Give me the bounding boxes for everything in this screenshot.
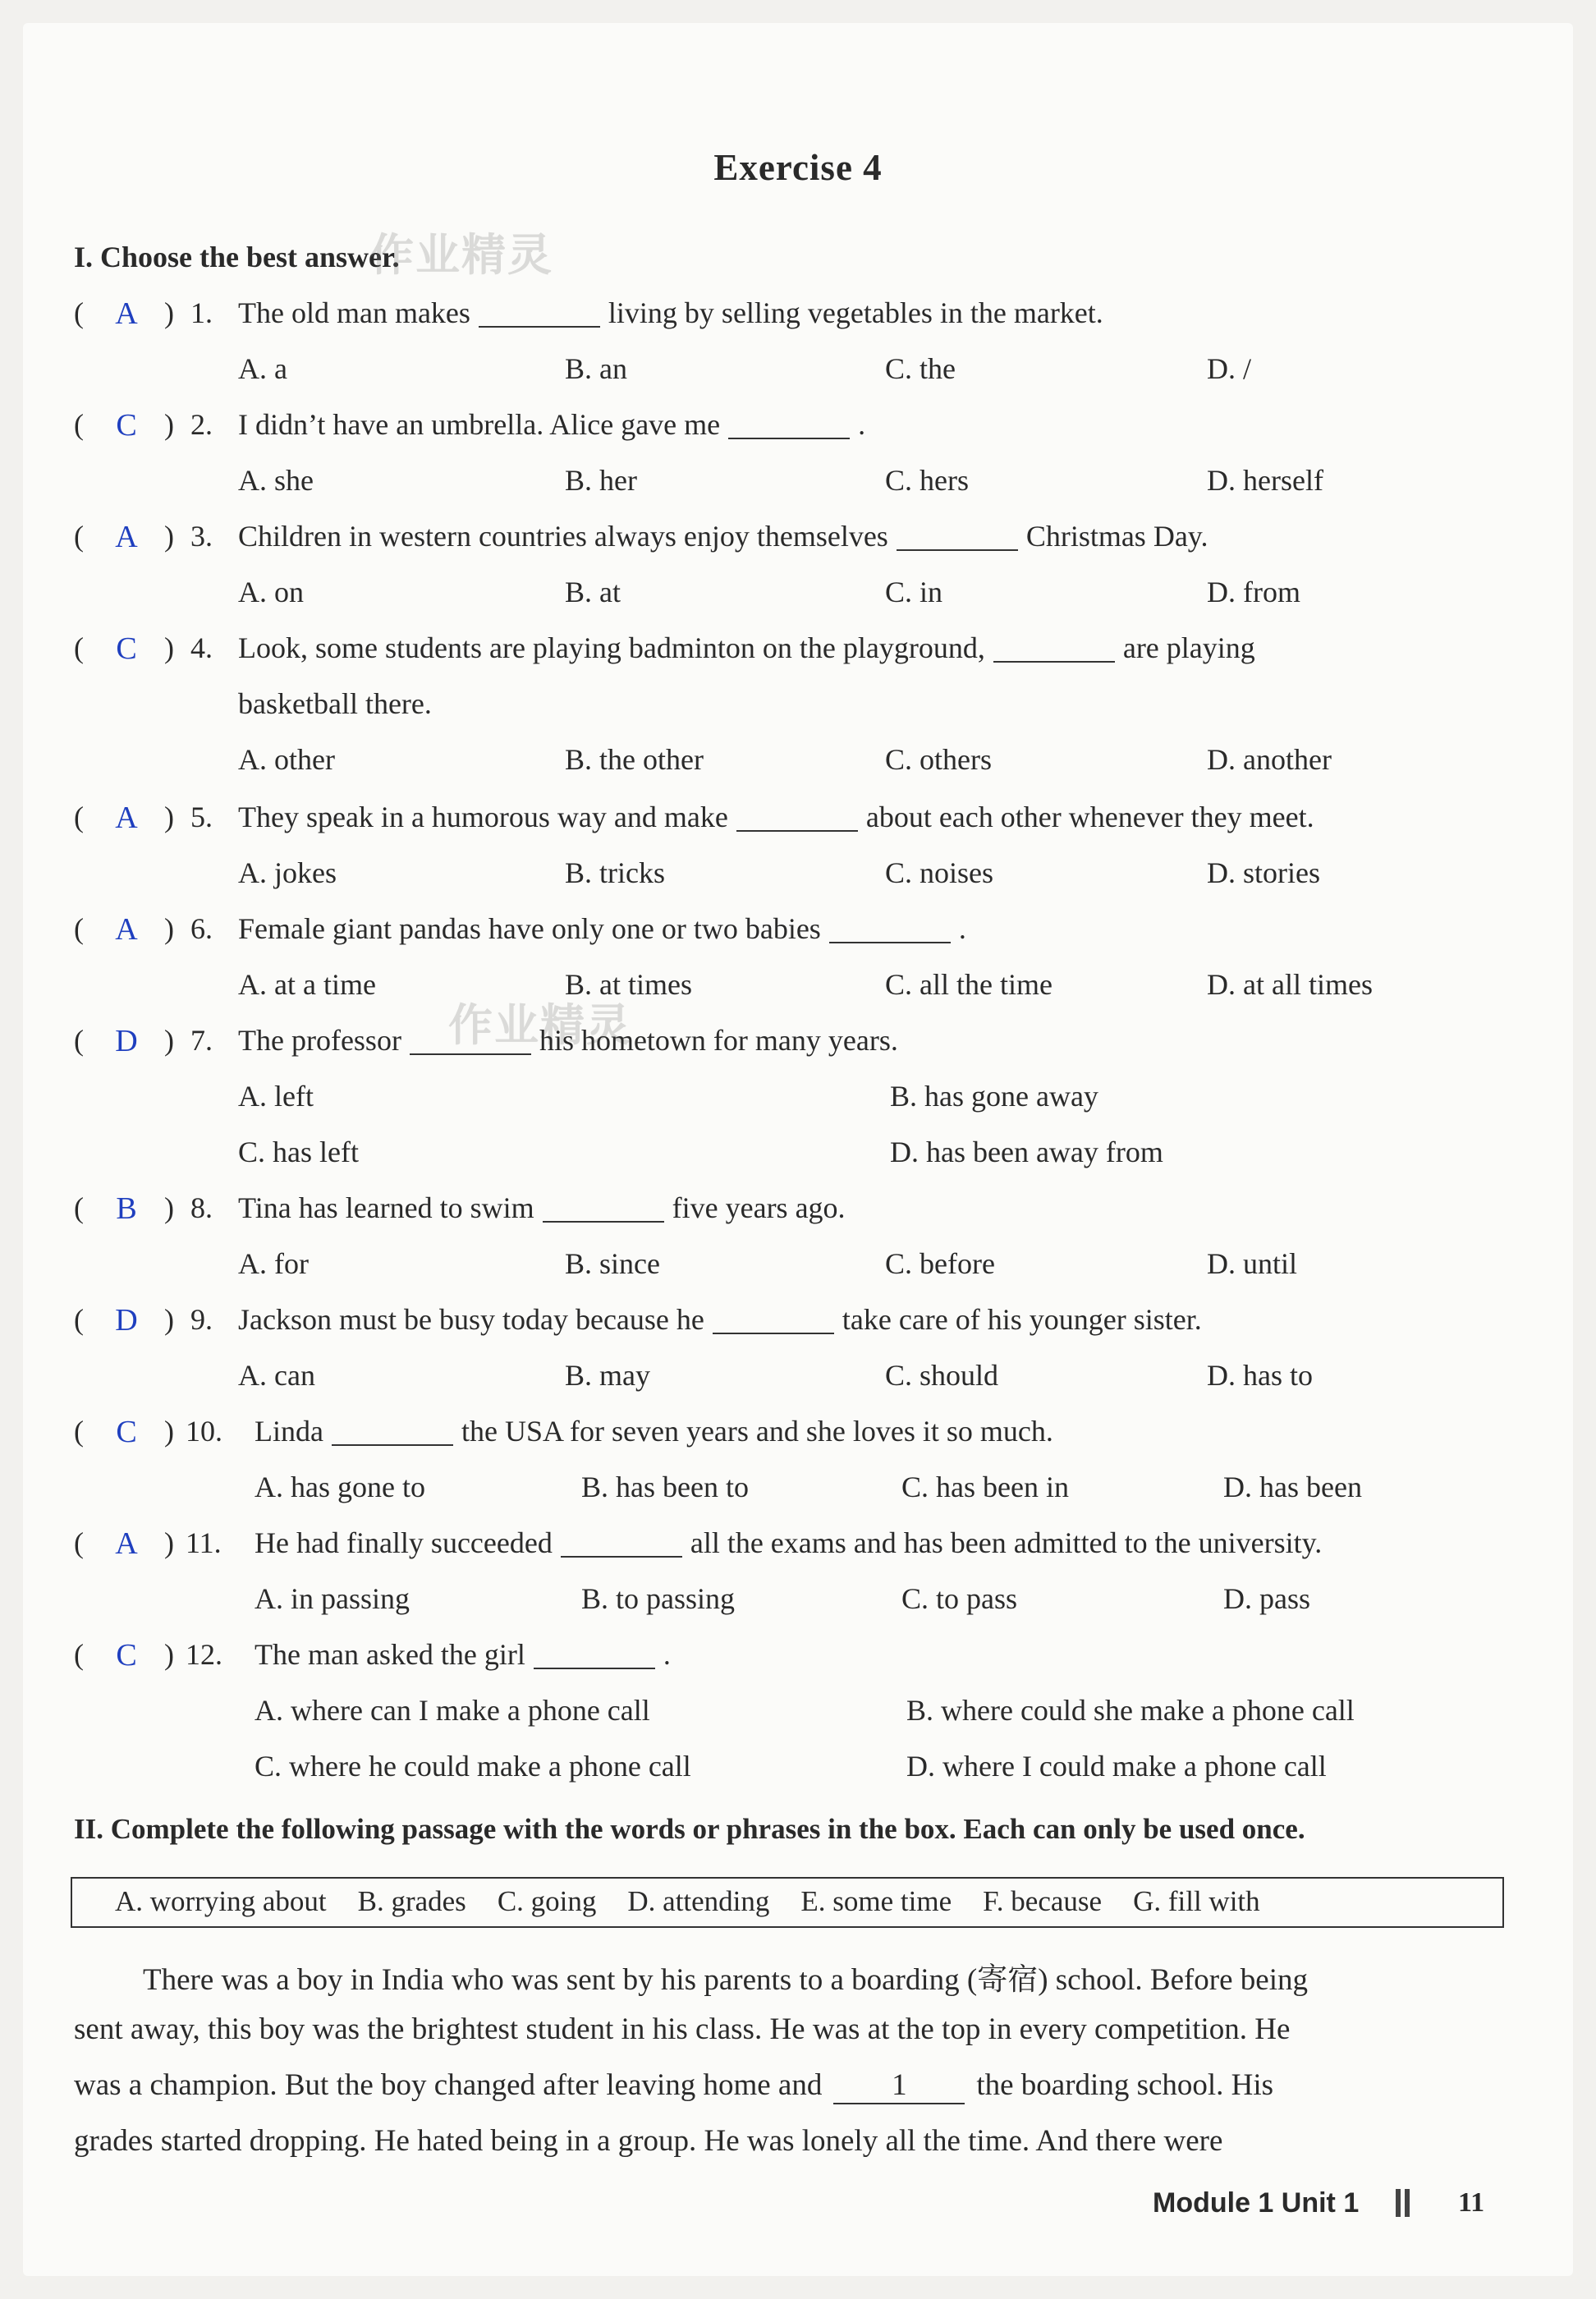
option-d: D. another bbox=[1207, 743, 1332, 776]
answer-paren-close: ) bbox=[164, 1638, 174, 1671]
question-stem bbox=[255, 1637, 671, 1672]
word-box bbox=[71, 1877, 1504, 1928]
question-1 bbox=[0, 296, 1596, 335]
option-a: A. at a time bbox=[238, 968, 376, 1001]
answer-blank bbox=[561, 1526, 682, 1558]
question-stem bbox=[238, 911, 966, 946]
question-number: 10. bbox=[186, 1415, 222, 1448]
option-c: C. to pass bbox=[901, 1582, 1018, 1615]
option-a: A. jokes bbox=[238, 856, 337, 889]
answer-paren-close: ) bbox=[164, 912, 174, 945]
passage-line-3a: was a champion. But the boy changed after leaving home and bbox=[74, 2068, 823, 2102]
answer-paren-close: ) bbox=[164, 1191, 174, 1224]
answer-paren-close: ) bbox=[164, 1303, 174, 1336]
option-b: B. at times bbox=[565, 968, 692, 1001]
question-stem-b: Christmas Day. bbox=[1025, 520, 1208, 553]
option-d: D. stories bbox=[1207, 856, 1320, 889]
answer-mark: C bbox=[116, 1638, 137, 1673]
answer-mark: B bbox=[116, 1191, 137, 1226]
answer-paren-open: ( bbox=[74, 408, 84, 441]
answer-mark: A bbox=[115, 296, 138, 331]
option-c: C. where he could make a phone call bbox=[255, 1750, 691, 1783]
question-stem-a: The old man makes bbox=[238, 296, 470, 329]
option-b: B. where could she make a phone call bbox=[906, 1694, 1355, 1727]
passage-line-3b: the boarding school. His bbox=[976, 2068, 1274, 2102]
question-7 bbox=[0, 1023, 1596, 1062]
question-stem-a: Tina has learned to swim bbox=[238, 1191, 534, 1224]
option-c: C. should bbox=[885, 1359, 999, 1392]
answer-paren-close: ) bbox=[164, 1024, 174, 1057]
question-stem-b: . bbox=[663, 1638, 671, 1671]
word-option-f: F. because bbox=[983, 1885, 1103, 1917]
word-option-a: A. worrying about bbox=[115, 1885, 327, 1917]
question-stem-b: five years ago. bbox=[672, 1191, 846, 1224]
question-stem bbox=[238, 1023, 898, 1058]
question-stem bbox=[238, 519, 1208, 553]
option-b: B. her bbox=[565, 464, 637, 497]
answer-paren-close: ) bbox=[164, 801, 174, 833]
option-a: A. can bbox=[238, 1359, 315, 1392]
answer-mark: A bbox=[115, 912, 138, 947]
question-2 bbox=[0, 407, 1596, 447]
option-a: A. she bbox=[238, 464, 314, 497]
word-option-b: B. grades bbox=[357, 1885, 466, 1917]
question-stem-a: Jackson must be busy today because he bbox=[238, 1303, 704, 1336]
answer-paren-open: ( bbox=[74, 631, 84, 664]
answer-paren-close: ) bbox=[164, 408, 174, 441]
question-stem-a: Linda bbox=[255, 1415, 323, 1448]
answer-paren-open: ( bbox=[74, 296, 84, 329]
answer-paren-open: ( bbox=[74, 520, 84, 553]
answer-paren-open: ( bbox=[74, 801, 84, 833]
answer-blank bbox=[829, 912, 951, 943]
answer-mark: A bbox=[115, 801, 138, 835]
question-stem bbox=[238, 800, 1314, 834]
option-b: B. since bbox=[565, 1247, 660, 1280]
question-number: 8. bbox=[190, 1191, 213, 1224]
option-d: D. has to bbox=[1207, 1359, 1313, 1392]
answer-mark: A bbox=[115, 520, 138, 554]
question-stem-b: are playing bbox=[1122, 631, 1255, 664]
word-option-c: C. going bbox=[497, 1885, 597, 1917]
answer-paren-open: ( bbox=[74, 1415, 84, 1448]
question-stem bbox=[238, 296, 1103, 330]
answer-paren-close: ) bbox=[164, 520, 174, 553]
option-c: C. all the time bbox=[885, 968, 1053, 1001]
option-d: D. has been bbox=[1223, 1471, 1362, 1503]
question-stem-b: take care of his younger sister. bbox=[842, 1303, 1202, 1336]
answer-blank bbox=[713, 1303, 834, 1334]
option-d: D. until bbox=[1207, 1247, 1298, 1280]
question-stem-a: He had finally succeeded bbox=[255, 1526, 553, 1559]
question-stem-b: . bbox=[858, 408, 866, 441]
question-stem-b: . bbox=[958, 912, 966, 945]
question-number: 6. bbox=[190, 912, 213, 945]
passage-line-1: There was a boy in India who was sent by his parents to a boarding (寄宿) school. Before being bbox=[143, 1963, 1309, 1997]
question-8 bbox=[0, 1191, 1596, 1230]
question-6 bbox=[0, 911, 1596, 951]
page-title: Exercise 4 bbox=[713, 147, 883, 188]
question-stem-a: They speak in a humorous way and make bbox=[238, 801, 728, 833]
answer-mark: C bbox=[116, 408, 137, 443]
option-d: D. from bbox=[1207, 576, 1300, 608]
answer-blank bbox=[736, 801, 858, 832]
option-b: B. at bbox=[565, 576, 621, 608]
question-stem bbox=[238, 1191, 846, 1225]
answer-mark: C bbox=[116, 631, 137, 666]
option-d: D. has been away from bbox=[890, 1136, 1163, 1168]
question-stem-a: Children in western countries always enjoy themselves bbox=[238, 520, 888, 553]
option-b: B. an bbox=[565, 352, 627, 385]
option-b: B. the other bbox=[565, 743, 704, 776]
question-9 bbox=[0, 1302, 1596, 1342]
answer-mark: D bbox=[115, 1303, 138, 1338]
option-c: C. before bbox=[885, 1247, 995, 1280]
answer-paren-open: ( bbox=[74, 1638, 84, 1671]
answer-paren-open: ( bbox=[74, 1024, 84, 1057]
question-stem-b: all the exams and has been admitted to the university. bbox=[690, 1526, 1323, 1559]
footer-decoration bbox=[1396, 2189, 1429, 2219]
section-1-heading: I. Choose the best answer. bbox=[74, 241, 400, 273]
question-3 bbox=[0, 519, 1596, 558]
answer-mark: D bbox=[115, 1024, 138, 1058]
answer-blank bbox=[897, 520, 1018, 551]
question-11 bbox=[0, 1526, 1596, 1565]
question-5 bbox=[0, 800, 1596, 839]
passage-line-2: sent away, this boy was the brightest student in his class. He was at the top in every competition. He bbox=[74, 2012, 1291, 2046]
option-a: A. for bbox=[238, 1247, 309, 1280]
option-b: B. may bbox=[565, 1359, 650, 1392]
question-number: 4. bbox=[190, 631, 213, 664]
option-a: A. in passing bbox=[255, 1582, 410, 1615]
answer-paren-open: ( bbox=[74, 1526, 84, 1559]
watermark-2: 作业精灵 bbox=[448, 999, 632, 1051]
question-stem-a: Female giant pandas have only one or two babies bbox=[238, 912, 821, 945]
answer-mark: C bbox=[116, 1415, 137, 1449]
answer-blank bbox=[332, 1415, 453, 1446]
question-stem bbox=[238, 631, 1255, 665]
option-c: C. the bbox=[885, 352, 956, 385]
answer-blank bbox=[543, 1191, 664, 1223]
word-option-g: G. fill with bbox=[1133, 1885, 1260, 1917]
page-number: 11 bbox=[1458, 2187, 1485, 2218]
option-a: A. a bbox=[238, 352, 287, 385]
option-a: A. where can I make a phone call bbox=[255, 1694, 650, 1727]
question-stem-a: The man asked the girl bbox=[255, 1638, 525, 1671]
question-4 bbox=[0, 631, 1596, 670]
passage-blank-1: 1 bbox=[833, 2067, 965, 2104]
question-stem-b: the USA for seven years and she loves it so much. bbox=[461, 1415, 1053, 1448]
question-stem-b: about each other whenever they meet. bbox=[865, 801, 1314, 833]
question-stem-continued: basketball there. bbox=[238, 687, 432, 720]
question-stem-a: Look, some students are playing badminton on the playground, bbox=[238, 631, 985, 664]
question-number: 12. bbox=[186, 1638, 222, 1671]
question-number: 3. bbox=[190, 520, 213, 553]
answer-paren-open: ( bbox=[74, 1191, 84, 1224]
passage-line-4: grades started dropping. He hated being in a group. He was lonely all the time. And there were bbox=[74, 2124, 1223, 2158]
question-stem bbox=[255, 1526, 1322, 1560]
answer-paren-close: ) bbox=[164, 296, 174, 329]
answer-blank bbox=[534, 1638, 655, 1669]
footer-unit-label: Module 1 Unit 1 bbox=[1153, 2187, 1360, 2219]
option-b: B. tricks bbox=[565, 856, 665, 889]
answer-paren-open: ( bbox=[74, 1303, 84, 1336]
question-number: 7. bbox=[190, 1024, 213, 1057]
option-c: C. in bbox=[885, 576, 943, 608]
option-d: D. where I could make a phone call bbox=[906, 1750, 1327, 1783]
question-stem-a: I didn’t have an umbrella. Alice gave me bbox=[238, 408, 721, 441]
option-a: A. on bbox=[238, 576, 304, 608]
question-number: 9. bbox=[190, 1303, 213, 1336]
answer-blank bbox=[728, 408, 850, 439]
question-number: 11. bbox=[186, 1526, 222, 1559]
option-c: C. hers bbox=[885, 464, 969, 497]
option-c: C. others bbox=[885, 743, 992, 776]
word-option-d: D. attending bbox=[627, 1885, 770, 1917]
question-stem bbox=[238, 407, 865, 442]
option-c: C. has left bbox=[238, 1136, 359, 1168]
word-option-e: E. some time bbox=[800, 1885, 952, 1917]
passage-line-3 bbox=[74, 2067, 1502, 2104]
option-d: D. herself bbox=[1207, 464, 1323, 497]
option-a: A. left bbox=[238, 1080, 314, 1113]
option-d: D. at all times bbox=[1207, 968, 1373, 1001]
watermark: 作业精灵 bbox=[369, 229, 553, 281]
section-2-heading: II. Complete the following passage with the words or phrases in the box. Each can only be used once. bbox=[74, 1813, 1305, 1845]
answer-blank bbox=[479, 296, 600, 328]
question-12 bbox=[0, 1637, 1596, 1677]
option-d: D. / bbox=[1207, 352, 1251, 385]
question-stem bbox=[255, 1414, 1053, 1448]
answer-paren-close: ) bbox=[164, 631, 174, 664]
option-d: D. pass bbox=[1223, 1582, 1310, 1615]
question-10 bbox=[0, 1414, 1596, 1453]
answer-blank bbox=[993, 631, 1115, 663]
question-number: 1. bbox=[190, 296, 213, 329]
option-b: B. has been to bbox=[581, 1471, 749, 1503]
answer-blank bbox=[410, 1024, 531, 1055]
answer-paren-close: ) bbox=[164, 1415, 174, 1448]
answer-paren-open: ( bbox=[74, 912, 84, 945]
question-stem-b: living by selling vegetables in the market. bbox=[608, 296, 1103, 329]
option-c: C. has been in bbox=[901, 1471, 1069, 1503]
question-stem-a: The professor bbox=[238, 1024, 401, 1057]
option-a: A. other bbox=[238, 743, 335, 776]
question-number: 2. bbox=[190, 408, 213, 441]
question-number: 5. bbox=[190, 801, 213, 833]
option-a: A. has gone to bbox=[255, 1471, 425, 1503]
answer-paren-close: ) bbox=[164, 1526, 174, 1559]
option-b: B. has gone away bbox=[890, 1080, 1098, 1113]
question-stem bbox=[238, 1302, 1202, 1337]
option-b: B. to passing bbox=[581, 1582, 736, 1615]
question-stem-b: his hometown for many years. bbox=[539, 1024, 898, 1057]
answer-mark: A bbox=[115, 1526, 138, 1561]
option-c: C. noises bbox=[885, 856, 994, 889]
